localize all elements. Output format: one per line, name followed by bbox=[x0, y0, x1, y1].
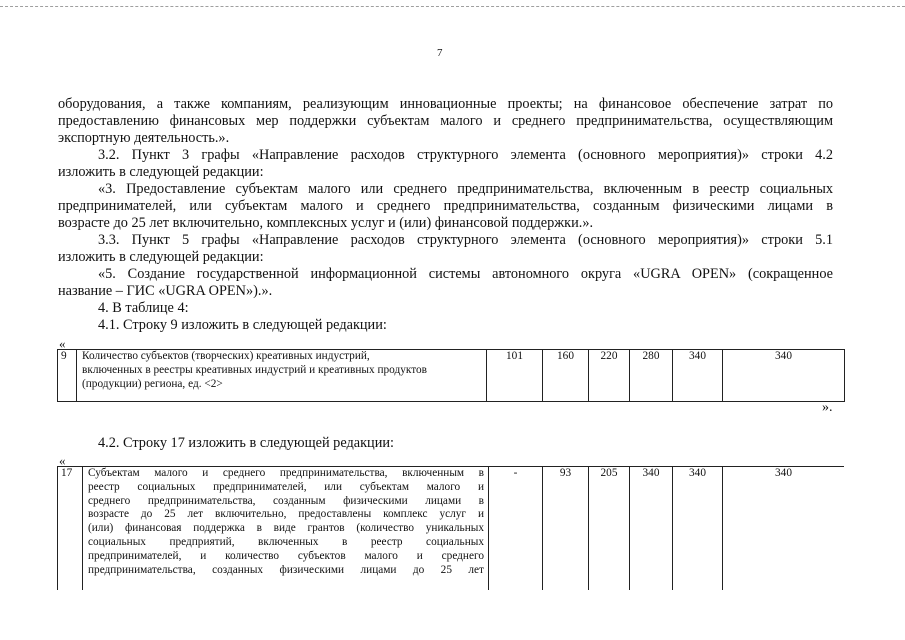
description-line: включенных в реестры креативных индустрий и креативных продуктов bbox=[82, 363, 427, 376]
closing-quote: ». bbox=[822, 400, 833, 415]
paragraph-line: 3.2. Пункт 3 графы «Направление расходов структурного элемента (основного мероприятия)» строки 4.2 bbox=[98, 147, 833, 163]
page-number: 7 bbox=[437, 47, 443, 59]
value-cell: 220 bbox=[589, 350, 630, 402]
value-cell: 340 bbox=[630, 467, 673, 591]
description-line: Количество субъектов (творческих) креативных индустрий, bbox=[82, 350, 370, 362]
description-line: возрасте до 25 лет включительно, предоставлены комплекс услуг и bbox=[88, 508, 484, 521]
table-row bbox=[58, 467, 845, 591]
value-cell: 340 bbox=[673, 467, 723, 591]
value-cell: 280 bbox=[630, 350, 673, 402]
value-cell: 340 bbox=[723, 350, 845, 402]
description-line: социальных предприятий, включенных в реестр социальных bbox=[88, 535, 484, 548]
description-line: предпринимательства, созданных физическими лицами до 25 лет bbox=[88, 563, 484, 576]
description-cell bbox=[77, 350, 487, 402]
value-cell: - bbox=[489, 467, 543, 591]
description-line: (или) финансовая поддержка в виде грантов (количество уникальных bbox=[88, 522, 484, 535]
value-cell: 340 bbox=[723, 467, 845, 591]
row-number-cell: 9 bbox=[58, 350, 77, 402]
paragraph-line: 4.2. Строку 17 изложить в следующей редакции: bbox=[98, 435, 394, 451]
opening-quote: « bbox=[59, 336, 66, 351]
value-cell: 160 bbox=[543, 350, 589, 402]
paragraph-line: экспортную деятельность.». bbox=[58, 130, 230, 146]
description-line: реестр социальных предпринимателей, или субъектам малого и bbox=[88, 480, 484, 493]
value-cell: 101 bbox=[487, 350, 543, 402]
description-cell bbox=[83, 467, 489, 591]
paragraph-line: предоставлению финансовых мер поддержки субъектам малого и среднего предпринимательства, осуществляющим bbox=[58, 113, 833, 129]
value-cell: 340 bbox=[673, 350, 723, 402]
paragraph-line: предпринимателей, или субъектам малого и среднего предпринимательства, созданным физическими лицами в bbox=[58, 198, 833, 214]
description-line: среднего предпринимательства, созданным физическими лицами в bbox=[88, 494, 484, 507]
paragraph-line: название – ГИС «UGRA OPEN»).». bbox=[58, 283, 273, 299]
paragraph-line: оборудования, а также компаниям, реализующим инновационные проекты; на финансовое обеспечение затрат по bbox=[58, 96, 833, 112]
table-row-17 bbox=[57, 466, 844, 590]
description-line: (продукции) региона, ед. <2> bbox=[82, 377, 223, 390]
paragraph-line: возрасте до 25 лет включительно, комплексных услуг и (или) финансовой поддержки.». bbox=[58, 215, 594, 231]
table-2-wrapper bbox=[57, 466, 844, 590]
paragraph-line: 4. В таблице 4: bbox=[98, 300, 189, 316]
description-line: Субъектам малого и среднего предпринимательства, включенным в bbox=[88, 467, 484, 479]
scan-artifact-line bbox=[0, 6, 905, 9]
paragraph-line: изложить в следующей редакции: bbox=[58, 164, 264, 180]
table-row-9 bbox=[57, 349, 845, 402]
paragraph-line: 3.3. Пункт 5 графы «Направление расходов структурного элемента (основного мероприятия)» строки 5.1 bbox=[98, 232, 833, 248]
opening-quote: « bbox=[59, 453, 66, 468]
value-cell: 93 bbox=[543, 467, 589, 591]
paragraph-line: изложить в следующей редакции: bbox=[58, 249, 264, 265]
paragraph-line: «5. Создание государственной информационной системы автономного округа «UGRA OPEN» (сокращенное bbox=[98, 266, 833, 282]
description-line: предпринимателей, и количество субъектов малого и среднего bbox=[88, 549, 484, 562]
paragraph-line: «3. Предоставление субъектам малого или среднего предпринимательства, включенным в реестр социальных bbox=[98, 181, 833, 197]
value-cell: 205 bbox=[589, 467, 630, 591]
paragraph-line: 4.1. Строку 9 изложить в следующей редакции: bbox=[98, 317, 387, 333]
table-row bbox=[58, 350, 845, 402]
row-number-cell: 17 bbox=[58, 467, 83, 591]
